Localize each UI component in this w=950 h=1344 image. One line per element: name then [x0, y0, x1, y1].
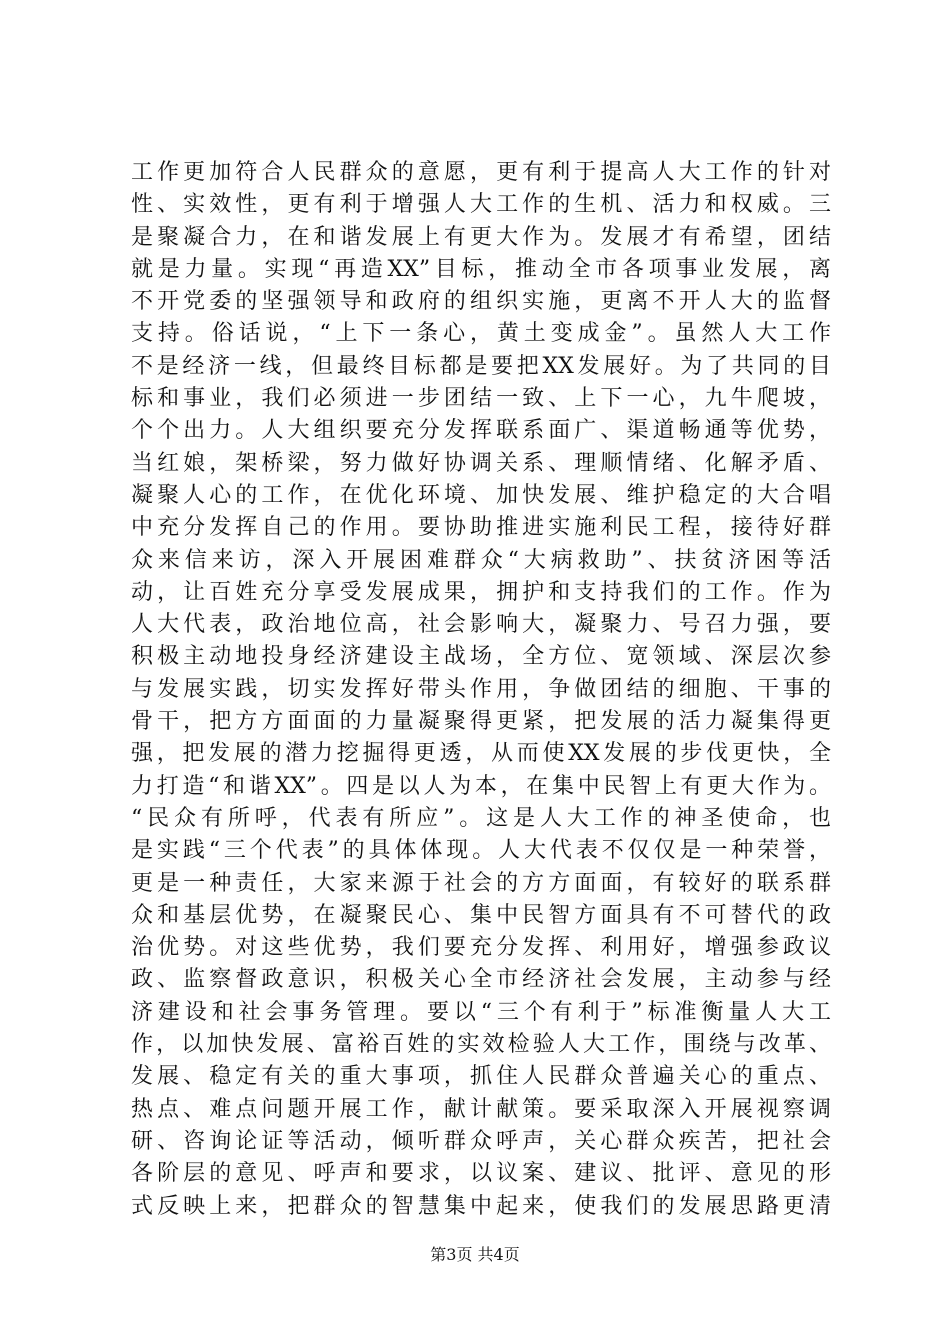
text-line: 人大代表，政治地位高，社会影响大，凝聚力、号召力强，要	[131, 612, 831, 638]
text-line: 各阶层的意见、呼声和要求，以议案、建议、批评、意见的形	[131, 1161, 831, 1187]
text-line: 众和基层优势，在凝聚民心、集中民智方面具有不可替代的政	[131, 902, 831, 928]
text-line: 众来信来访，深入开展困难群众“大病救助”、扶贫济困等活	[131, 547, 831, 573]
text-line: 不是经济一线，但最终目标都是要把XX发展好。为了共同的目	[131, 353, 831, 379]
text-line: 标和事业，我们必须进一步团结一致、上下一心，九牛爬坡，	[131, 386, 831, 412]
text-line: “民众有所呼，代表有所应”。这是人大工作的神圣使命，也	[131, 805, 831, 831]
text-line: 政、监察督政意识，积极关心全市经济社会发展，主动参与经	[131, 967, 831, 993]
text-line: 治优势。对这些优势，我们要充分发挥、利用好，增强参政议	[131, 935, 831, 961]
text-line: 式反映上来，把群众的智慧集中起来，使我们的发展思路更清	[131, 1193, 831, 1219]
text-line: 就是力量。实现“再造XX”目标，推动全市各项事业发展，离	[131, 256, 831, 282]
text-line: 济建设和社会事务管理。要以“三个有利于”标准衡量人大工	[131, 999, 831, 1025]
text-line: 支持。俗话说，“上下一条心，黄土变成金”。虽然人大工作	[131, 321, 831, 347]
text-line: 骨干，把方方面面的力量凝聚得更紧，把发展的活力凝集得更	[131, 709, 831, 735]
body-paragraph	[131, 157, 831, 1223]
text-line: 凝聚人心的工作，在优化环境、加快发展、维护稳定的大合唱	[131, 482, 831, 508]
text-line: 力打造“和谐XX”。四是以人为本，在集中民智上有更大作为。	[131, 773, 831, 799]
text-line: 工作更加符合人民群众的意愿，更有利于提高人大工作的针对	[131, 160, 831, 185]
text-line: 当红娘，架桥梁，努力做好协调关系、理顺情绪、化解矛盾、	[131, 450, 831, 476]
text-line: 研、咨询论证等活动，倾听群众呼声，关心群众疾苦，把社会	[131, 1128, 831, 1154]
text-line: 中充分发挥自己的作用。要协助推进实施利民工程，接待好群	[131, 515, 831, 541]
text-line: 不开党委的坚强领导和政府的组织实施，更离不开人大的监督	[131, 289, 831, 315]
text-line: 性、实效性，更有利于增强人大工作的生机、活力和权威。三	[131, 192, 831, 218]
text-line: 更是一种责任，大家来源于社会的方方面面，有较好的联系群	[131, 870, 831, 896]
text-line: 作，以加快发展、富裕百姓的实效检验人大工作，围绕与改革、	[131, 1032, 831, 1058]
text-line: 热点、难点问题开展工作，献计献策。要采取深入开展视察调	[131, 1096, 831, 1122]
text-line: 是聚凝合力，在和谐发展上有更大作为。发展才有希望，团结	[131, 224, 831, 250]
text-line: 动，让百姓充分享受发展成果，拥护和支持我们的工作。作为	[131, 579, 831, 605]
text-line: 个个出力。人大组织要充分发挥联系面广、渠道畅通等优势，	[131, 418, 831, 444]
text-line: 发展、稳定有关的重大事项，抓住人民群众普遍关心的重点、	[131, 1064, 831, 1090]
page-number-footer: 第3页 共4页	[430, 1245, 520, 1264]
text-line: 是实践“三个代表”的具体体现。人大代表不仅仅是一种荣誉，	[131, 838, 831, 864]
text-line: 与发展实践，切实发挥好带头作用，争做团结的细胞、干事的	[131, 676, 831, 702]
text-line: 强，把发展的潜力挖掘得更透，从而使XX发展的步伐更快，全	[131, 741, 831, 767]
text-line: 积极主动地投身经济建设主战场，全方位、宽领域、深层次参	[131, 644, 831, 670]
